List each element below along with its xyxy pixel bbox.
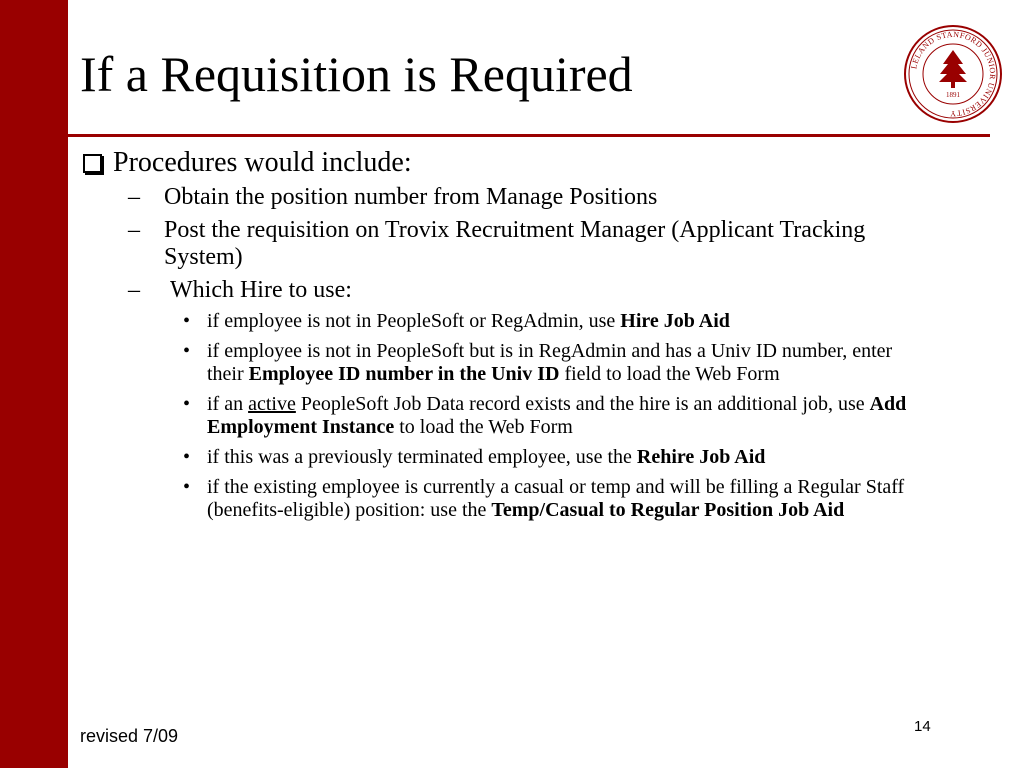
step-item: [82, 217, 912, 271]
page-number: 14: [914, 718, 931, 735]
level1-heading: [82, 146, 912, 180]
bullet-underlined-text: active: [248, 393, 296, 415]
svg-text:LELAND STANFORD JUNIOR UNIVERS: LELAND STANFORD JUNIOR UNIVERSITY: [909, 29, 998, 119]
bullet-item: [82, 310, 912, 333]
dash-marker: –: [128, 217, 140, 243]
seal-year: 1891: [946, 91, 960, 99]
bullet-text: field to load the Web Form: [559, 363, 780, 385]
step-text: Obtain the position number from Manage Positions: [164, 184, 658, 210]
revision-note: revised 7/09: [80, 726, 179, 746]
bullet-text: if employee is not in PeopleSoft or RegAdmin, use: [207, 310, 621, 332]
left-accent-bar: [0, 0, 68, 768]
bullet-dot: •: [183, 310, 191, 332]
stanford-seal-logo: [903, 24, 1003, 124]
bullet-text: to load the Web Form: [394, 416, 573, 438]
bullet-bold-text: Hire Job Aid: [620, 310, 730, 332]
bullet-dot: •: [183, 393, 191, 415]
bullet-text: if employee is not in PeopleSoft but is in RegAdmin and has a Univ ID number, enter their: [207, 340, 893, 385]
heading-text: Procedures would include:: [113, 147, 412, 178]
step-text: Post the requisition on Trovix Recruitment Manager (Applicant Tracking System): [164, 217, 866, 270]
bullet-item: [82, 446, 912, 469]
bullet-item: [82, 393, 912, 439]
bullet-item: [82, 476, 912, 522]
bullet-text: if the existing employee is currently a casual or temp and will be filling a Regular Staff (benefits-eligible) position: use the: [207, 476, 905, 521]
bullet-bold-text: Employee ID number in the Univ ID: [248, 363, 560, 385]
step-item: [82, 184, 912, 211]
bullet-text: if this was a previously terminated employee, use the: [207, 446, 637, 468]
bullet-bold-text: Temp/Casual to Regular Position Job Aid: [491, 499, 845, 521]
bullet-dot: •: [183, 446, 191, 468]
bullet-text: if an: [207, 393, 249, 415]
step-item: [82, 277, 912, 304]
dash-marker: –: [128, 184, 140, 210]
bullet-item: [82, 340, 912, 386]
bullet-dot: •: [183, 340, 191, 362]
bullet-dot: •: [183, 476, 191, 498]
title-divider: [68, 134, 990, 137]
checkbox-bullet-icon: [83, 154, 102, 173]
slide-title: If a Requisition is Required: [80, 46, 633, 102]
bullet-text: PeopleSoft Job Data record exists and the hire is an additional job, use: [295, 393, 870, 415]
slide-body: [82, 146, 912, 529]
bullet-bold-text: Rehire Job Aid: [636, 446, 766, 468]
bullet-bold-text: Add Employment Instance: [207, 393, 907, 438]
dash-marker: –: [128, 277, 140, 303]
step-text: Which Hire to use:: [170, 277, 352, 303]
